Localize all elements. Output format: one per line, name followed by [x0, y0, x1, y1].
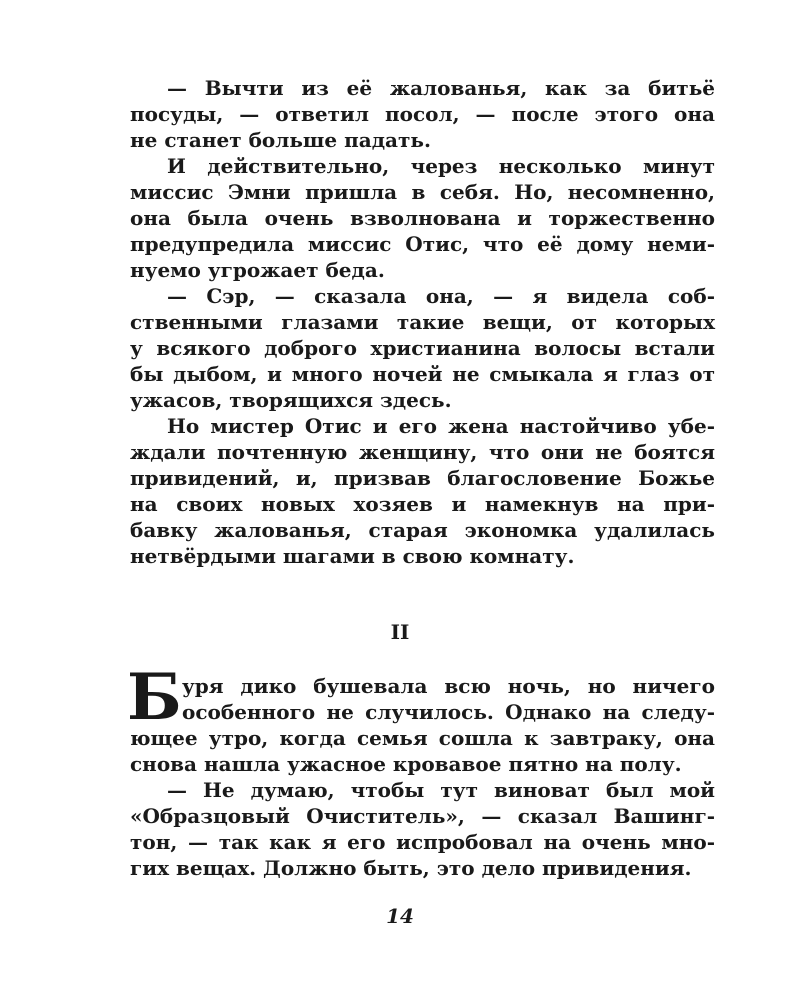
- text-line: бавку жалованья, старая экономка удалилась: [130, 518, 715, 542]
- drop-cap: Б: [127, 660, 182, 735]
- text-line: ужасов, творящихся здесь.: [130, 388, 452, 412]
- text-line: — Вычти из её жалованья, как за битьё: [167, 76, 715, 100]
- text-line: привидений, и, призвав благословение Божье: [130, 466, 715, 490]
- page-number: 14: [386, 904, 414, 928]
- text-line: И действительно, через несколько минут: [167, 154, 715, 178]
- text-line: бы дыбом, и много ночей не смыкала я глаз от: [130, 362, 715, 386]
- text-line: ющее утро, когда семья сошла к завтраку, она: [130, 726, 715, 750]
- text-line: ственными глазами такие вещи, от которых: [130, 310, 715, 334]
- text-line: — Сэр, — сказала она, — я видела соб-: [167, 284, 715, 308]
- text-line: гих вещах. Должно быть, это дело привидения.: [130, 856, 692, 880]
- text-line: «Образцовый Очиститель», — сказал Вашинг-: [130, 804, 715, 828]
- text-line: особенного не случилось. Однако на следу-: [182, 700, 715, 724]
- text-line: она была очень взволнована и торжественно: [130, 206, 715, 230]
- text-line: посуды, — ответил посол, — после этого она: [130, 102, 715, 126]
- chapter-heading: II: [390, 620, 410, 644]
- text-line: тон, — так как я его испробовал на очень мно-: [130, 830, 715, 854]
- text-line: — Не думаю, чтобы тут виноват был мой: [167, 778, 715, 802]
- text-line: на своих новых хозяев и намекнув на при-: [130, 492, 715, 516]
- text-line: нуемо угрожает беда.: [130, 258, 385, 282]
- text-line: уря дико бушевала всю ночь, но ничего: [182, 674, 715, 698]
- text-line: не станет больше падать.: [130, 128, 431, 152]
- text-line: миссис Эмни пришла в себя. Но, несомненно,: [130, 180, 715, 204]
- text-line: Но мистер Отис и его жена настойчиво убе-: [167, 414, 715, 438]
- text-line: снова нашла ужасное кровавое пятно на полу.: [130, 752, 682, 776]
- text-line: предупредила миссис Отис, что её дому неми-: [130, 232, 715, 256]
- text-line: у всякого доброго христианина волосы встали: [130, 336, 715, 360]
- text-line: нетвёрдыми шагами в свою комнату.: [130, 544, 575, 568]
- text-line: ждали почтенную женщину, что они не боятся: [130, 440, 715, 464]
